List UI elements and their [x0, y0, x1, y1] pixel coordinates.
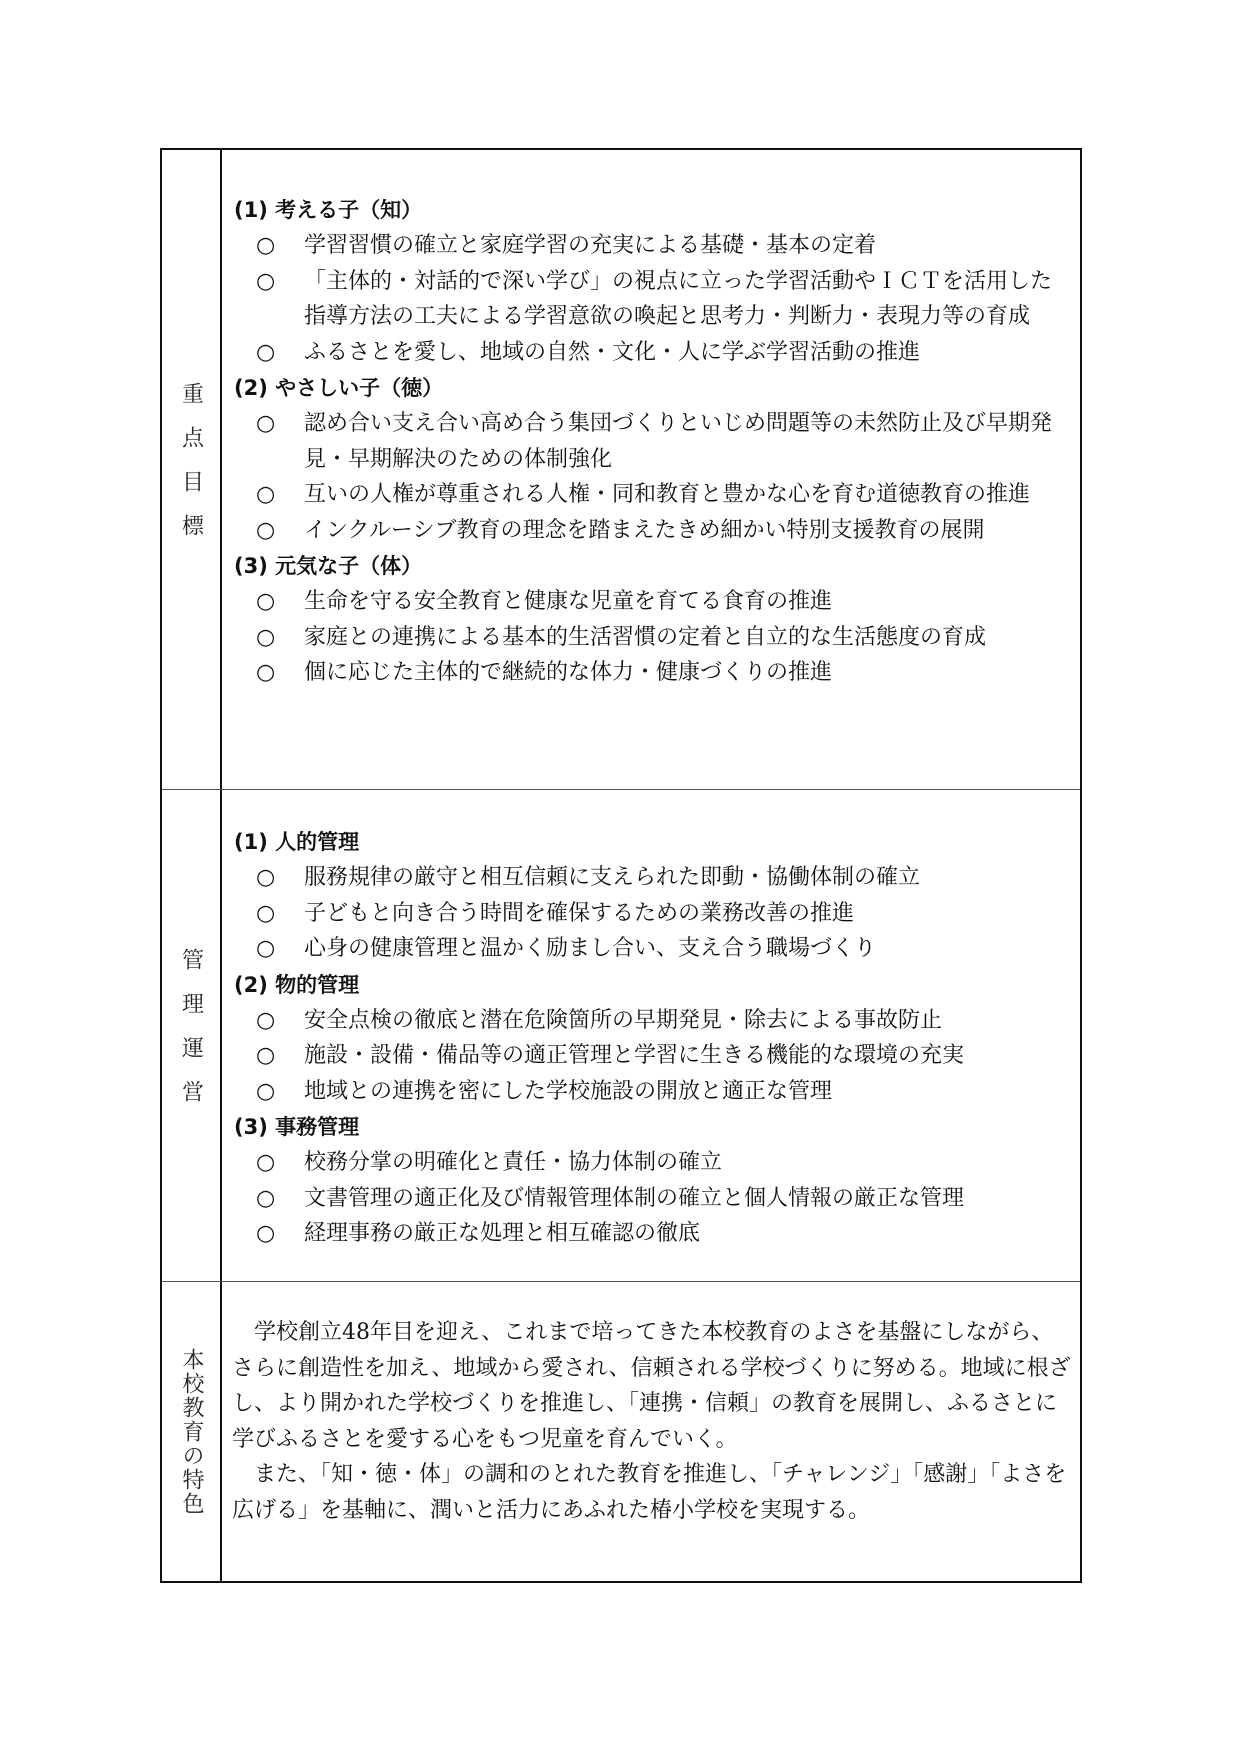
bullet-mark: ○ — [256, 1043, 276, 1068]
document-table — [160, 148, 1082, 1583]
list-item: ○ 施設・設備・備品等の適正管理と学習に生きる機能的な環境の充実 — [234, 1038, 1072, 1074]
paragraph: 学校創立48年目を迎え、これまで培ってきた本校教育のよさを基盤にしながら、さらに創造性を加え、地域から愛され、信頼される学校づくりに努める。地域に根ざし、より開かれた学校づくりを推進し、「連携・信頼」の教育を展開し、ふるさとに学びふるさとを愛する心をもつ児童を育んでいく。 — [232, 1320, 1071, 1452]
list-item: ○ ふるさとを愛し、地域の自然・文化・人に学ぶ学習活動の推進 — [234, 335, 1072, 371]
table-row-management — [162, 790, 1080, 1282]
row-content-focus-goals — [234, 192, 1072, 691]
bullet-mark: ○ — [256, 1150, 276, 1175]
row-label-cell — [162, 150, 222, 789]
list-item: ○ 認め合い支え合い高め合う集団づくりといじめ問題等の未然防止及び早期発見・早期解決のための体制強化 — [234, 406, 1072, 477]
row-label-cell — [162, 790, 222, 1281]
bullet-mark: ○ — [256, 233, 276, 258]
bullet-mark: ○ — [256, 1007, 276, 1033]
list-item: ○ 互いの人権が尊重される人権・同和教育と豊かな心を育む道徳教育の推進 — [234, 477, 1072, 513]
row-content-management — [234, 824, 1072, 1252]
bullet-mark: ○ — [256, 339, 276, 365]
row-content-school-features — [232, 1315, 1074, 1528]
list-item: ○ 子どもと向き合う時間を確保するための業務改善の推進 — [234, 896, 1072, 932]
bullet-mark: ○ — [256, 482, 276, 507]
bullet-mark: ○ — [256, 411, 276, 436]
section-heading: (1) 考える子（知） — [234, 198, 423, 222]
table-row-focus-goals — [162, 150, 1080, 790]
list-item: ○ 文書管理の適正化及び情報管理体制の確立と個人情報の厳正な管理 — [234, 1181, 1072, 1217]
row-label-management: 管理運営 — [178, 947, 204, 1124]
bullet-mark: ○ — [256, 589, 276, 614]
section-heading: (3) 事務管理 — [234, 1115, 360, 1139]
list-item: ○ 家庭との連携による基本的生活習慣の定着と自立的な生活態度の育成 — [234, 620, 1072, 656]
list-item: ○ 個に応じた主体的で継続的な体力・健康づくりの推進 — [234, 655, 1072, 691]
paragraph: また、「知・徳・体」の調和のとれた教育を推進し、「チャレンジ」「感謝」「よさを広げる」を基軸に、潤いと活力にあふれた椿小学校を実現する。 — [232, 1462, 1067, 1523]
row-label-cell — [162, 1282, 222, 1581]
section-heading: (1) 人的管理 — [234, 830, 360, 854]
list-item: ○ 安全点検の徹底と潜在危険箇所の早期発見・除去による事故防止 — [234, 1003, 1072, 1039]
list-item: ○ インクルーシブ教育の理念を踏まえたきめ細かい特別支援教育の展開 — [234, 513, 1072, 549]
list-item: ○ 地域との連携を密にした学校施設の開放と適正な管理 — [234, 1074, 1072, 1110]
bullet-mark: ○ — [256, 517, 276, 543]
list-item: ○ 校務分掌の明確化と責任・協力体制の確立 — [234, 1145, 1072, 1181]
section-heading: (2) 物的管理 — [234, 972, 360, 997]
list-item: ○ 学習習慣の確立と家庭学習の充実による基礎・基本の定着 — [234, 228, 1072, 264]
bullet-mark: ○ — [256, 900, 276, 926]
bullet-mark: ○ — [256, 865, 276, 890]
list-item: ○ 心身の健康管理と温かく励まし合い、支え合う職場づくり — [234, 931, 1072, 967]
bullet-mark: ○ — [256, 1221, 276, 1246]
section-heading: (3) 元気な子（体） — [234, 554, 423, 578]
row-label-school-features: 本校教育の特色 — [179, 1347, 204, 1516]
table-row-school-features — [162, 1282, 1080, 1581]
bullet-mark: ○ — [256, 1185, 276, 1211]
list-item: ○ 「主体的・対話的で深い学び」の視点に立った学習活動やＩＣＴを活用した指導方法の工夫による学習意欲の喚起と思考力・判断力・表現力等の育成 — [234, 264, 1072, 335]
bullet-mark: ○ — [256, 1078, 276, 1104]
list-item: ○ 服務規律の厳守と相互信頼に支えられた即動・協働体制の確立 — [234, 860, 1072, 896]
section-heading: (2) やさしい子（徳） — [234, 376, 444, 400]
row-label-focus-goals: 重点目標 — [178, 381, 204, 558]
bullet-mark: ○ — [256, 268, 276, 294]
bullet-mark: ○ — [256, 936, 276, 961]
bullet-mark: ○ — [256, 624, 276, 650]
list-item: ○ 経理事務の厳正な処理と相互確認の徹底 — [234, 1216, 1072, 1252]
list-item: ○ 生命を守る安全教育と健康な児童を育てる食育の推進 — [234, 584, 1072, 620]
bullet-mark: ○ — [256, 660, 276, 685]
